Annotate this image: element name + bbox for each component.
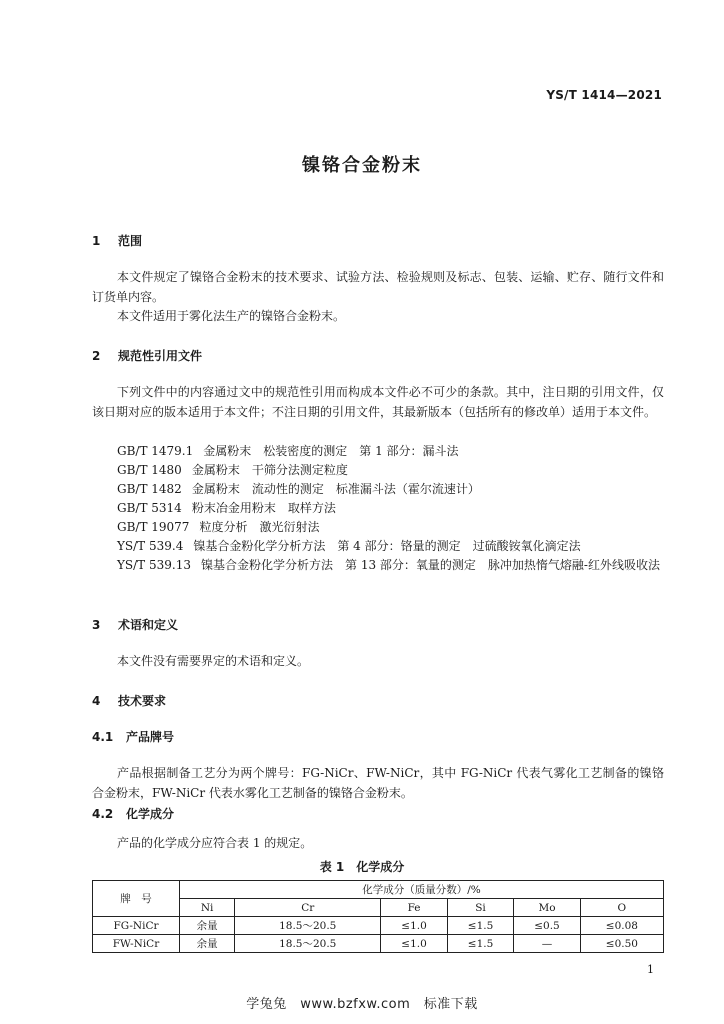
table-cell: ≤1.5 — [447, 935, 513, 953]
reference-title: 金属粉末 干筛分法测定粒度 — [191, 463, 348, 477]
reference-item — [117, 442, 664, 462]
section-number: 4 — [92, 694, 101, 708]
chemical-composition-table — [92, 880, 664, 953]
column-header: Mo — [514, 899, 580, 917]
section-number: 3 — [92, 618, 101, 632]
section-title: 规范性引用文件 — [118, 349, 203, 363]
section-4-1-paragraph: 产品根据制备工艺分为两个牌号：FG-NiCr、FW-NiCr，其中 FG-NiCr 代表气雾化工艺制备的镍铬合金粉末，FW-NiCr 代表水雾化工艺制备的镍铬合金粉末。 — [92, 766, 664, 800]
table-row — [93, 935, 664, 953]
footer-watermark-text: 学兔兔 www.bzfxw.com 标准下载 — [246, 997, 478, 1012]
reference-item — [117, 518, 664, 538]
reference-title: 金属粉末 松装密度的测定 第 1 部分：漏斗法 — [203, 444, 459, 458]
column-header: Fe — [381, 899, 447, 917]
section-number: 1 — [92, 234, 101, 248]
column-header: O — [580, 899, 663, 917]
brand-header: 牌 号 — [93, 881, 180, 917]
section-3-heading — [92, 616, 178, 633]
section-title: 术语和定义 — [118, 618, 179, 632]
table-cell: ≤0.5 — [514, 917, 580, 935]
section-number: 4.2 — [92, 807, 114, 821]
reference-code: YS/T 539.4 — [117, 539, 184, 553]
reference-code: GB/T 1482 — [117, 482, 182, 496]
page-number: 1 — [647, 963, 654, 976]
section-4-2-heading — [92, 805, 174, 822]
section-1-paragraph-1: 本文件规定了镍铬合金粉末的技术要求、试验方法、检验规则及标志、包装、运输、贮存、随行文件和订货单内容。 — [92, 270, 664, 304]
table-header-row — [93, 881, 664, 899]
table-cell: — — [514, 935, 580, 953]
table-cell: 余量 — [180, 935, 235, 953]
table-row — [93, 917, 664, 935]
standard-code: YS/T 1414—2021 — [546, 88, 662, 102]
reference-code: GB/T 1480 — [117, 463, 182, 477]
reference-item — [92, 556, 664, 576]
reference-code: GB/T 1479.1 — [117, 444, 194, 458]
section-4-heading — [92, 692, 166, 709]
section-title: 范围 — [118, 234, 143, 248]
reference-code: GB/T 5314 — [117, 501, 182, 515]
table-cell: ≤1.5 — [447, 917, 513, 935]
table-cell: ≤1.0 — [381, 935, 447, 953]
reference-item — [117, 461, 664, 481]
section-number: 2 — [92, 349, 101, 363]
column-header: Cr — [235, 899, 381, 917]
reference-title: 粉末冶金用粉末 取样方法 — [191, 501, 336, 515]
reference-title: 粒度分析 激光衍射法 — [199, 520, 320, 534]
table-cell: FW-NiCr — [93, 935, 180, 953]
section-2-heading — [92, 347, 202, 364]
table-cell: 余量 — [180, 917, 235, 935]
table-cell: 18.5～20.5 — [235, 917, 381, 935]
table-cell: FG-NiCr — [93, 917, 180, 935]
section-number: 4.1 — [92, 730, 114, 744]
section-title: 化学成分 — [126, 807, 175, 821]
table-caption: 表 1 化学成分 — [319, 860, 405, 874]
section-title: 产品牌号 — [126, 730, 175, 744]
section-2-intro: 下列文件中的内容通过文中的规范性引用而构成本文件必不可少的条款。其中，注日期的引用文件，仅该日期对应的版本适用于本文件；不注日期的引用文件，其最新版本（包括所有的修改单）适用于本文件。 — [92, 385, 664, 419]
section-1-heading — [92, 232, 142, 249]
document-title: 镍铬合金粉末 — [302, 155, 422, 176]
table-cell: ≤0.50 — [580, 935, 663, 953]
reference-title: 镍基合金粉化学分析方法 第 13 部分：氧量的测定 脉冲加热惰气熔融-红外线吸收法 — [201, 558, 660, 572]
composition-group-header: 化学成分（质量分数）/% — [180, 881, 664, 899]
reference-title: 金属粉末 流动性的测定 标准漏斗法（霍尔流速计） — [191, 482, 480, 496]
section-4-1-heading — [92, 728, 174, 745]
table-cell: ≤0.08 — [580, 917, 663, 935]
section-3-paragraph: 本文件没有需要界定的术语和定义。 — [117, 654, 310, 668]
reference-item — [117, 499, 664, 519]
reference-item — [117, 537, 664, 557]
reference-code: YS/T 539.13 — [117, 558, 191, 572]
column-header: Ni — [180, 899, 235, 917]
reference-code: GB/T 19077 — [117, 520, 190, 534]
section-title: 技术要求 — [118, 694, 167, 708]
reference-item — [117, 480, 664, 500]
table-cell: 18.5～20.5 — [235, 935, 381, 953]
table-cell: ≤1.0 — [381, 917, 447, 935]
reference-title: 镍基合金粉化学分析方法 第 4 部分：铬量的测定 过硫酸铵氧化滴定法 — [193, 539, 581, 553]
section-4-2-paragraph: 产品的化学成分应符合表 1 的规定。 — [117, 836, 313, 850]
section-1-paragraph-2: 本文件适用于雾化法生产的镍铬合金粉末。 — [117, 309, 346, 323]
column-header: Si — [447, 899, 513, 917]
